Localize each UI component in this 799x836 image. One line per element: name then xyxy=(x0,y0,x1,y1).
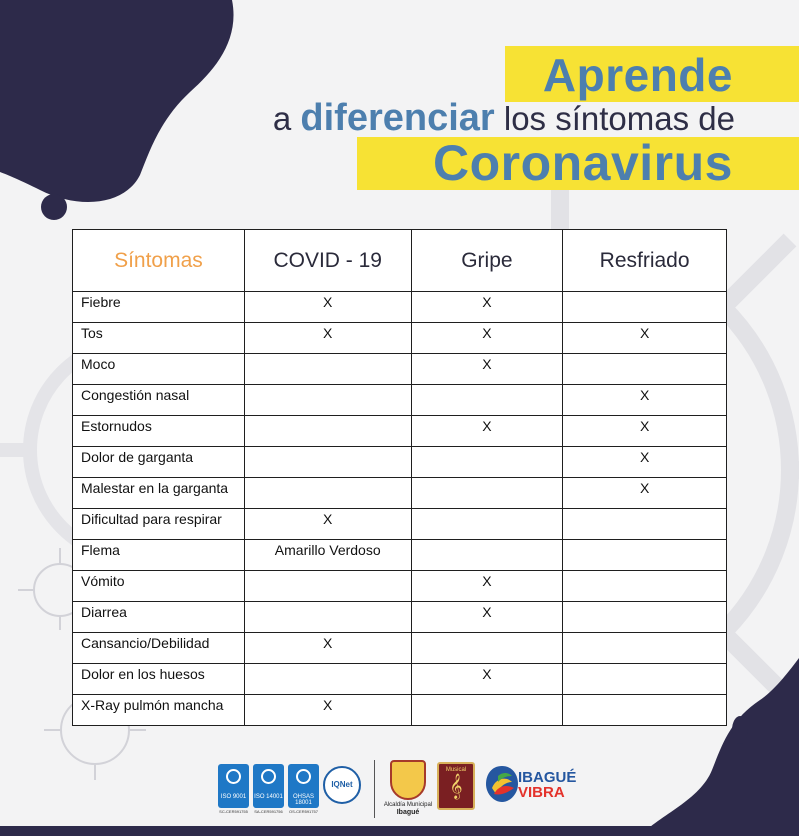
gripe-cell xyxy=(411,633,563,664)
icontec-ohsas-logo: OHSAS 18001 xyxy=(288,764,319,808)
symptoms-table xyxy=(72,229,727,726)
title-coronavirus: Coronavirus xyxy=(432,135,733,191)
table-row xyxy=(73,478,727,509)
badge-code: OS-CER591757 xyxy=(289,809,318,814)
title-aprende: Aprende xyxy=(542,49,733,101)
header-resfriado: Resfriado xyxy=(563,230,727,292)
covid-cell xyxy=(244,354,411,385)
covid-cell: X xyxy=(244,292,411,323)
table-row xyxy=(73,416,727,447)
symptom-name-cell: Tos xyxy=(73,323,245,354)
table-row xyxy=(73,602,727,633)
table-row xyxy=(73,292,727,323)
footer-divider xyxy=(374,760,375,818)
alcaldia-label: Alcaldía Municipal Ibagué xyxy=(383,802,433,816)
symptom-name-cell: Cansancio/Debilidad xyxy=(73,633,245,664)
title-line-2-pre: a xyxy=(272,100,292,137)
covid-cell: X xyxy=(244,323,411,354)
symptom-name-cell: Congestión nasal xyxy=(73,385,245,416)
title-diferenciar: diferenciar xyxy=(300,97,495,139)
resfriado-cell xyxy=(563,664,727,695)
covid-cell: X xyxy=(244,695,411,726)
musical-logo: Musical 𝄞 xyxy=(437,762,475,810)
covid-cell xyxy=(244,416,411,447)
footer-logos xyxy=(0,752,799,836)
resfriado-cell xyxy=(563,509,727,540)
resfriado-cell: X xyxy=(563,447,727,478)
resfriado-cell: X xyxy=(563,323,727,354)
title-line-2-post: los síntomas de xyxy=(503,100,735,137)
badge-code: SA-CER591756 xyxy=(254,809,283,814)
gripe-cell xyxy=(411,509,563,540)
table-row xyxy=(73,540,727,571)
symptom-name-cell: X-Ray pulmón mancha xyxy=(73,695,245,726)
gripe-cell xyxy=(411,385,563,416)
resfriado-cell: X xyxy=(563,478,727,509)
resfriado-cell xyxy=(563,602,727,633)
table-row xyxy=(73,571,727,602)
covid-cell xyxy=(244,602,411,633)
symptom-name-cell: Dificultad para respirar xyxy=(73,509,245,540)
symptom-name-cell: Estornudos xyxy=(73,416,245,447)
covid-cell xyxy=(244,478,411,509)
gripe-cell xyxy=(411,695,563,726)
table-header-row xyxy=(73,230,727,292)
ibague-vibra-mark-icon xyxy=(484,764,520,804)
resfriado-cell xyxy=(563,292,727,323)
gripe-cell: X xyxy=(411,416,563,447)
header-sintomas: Síntomas xyxy=(73,230,245,292)
badge-code: SC-CER591755 xyxy=(219,809,248,814)
symptom-name-cell: Diarrea xyxy=(73,602,245,633)
symptom-name-cell: Dolor de garganta xyxy=(73,447,245,478)
table-row xyxy=(73,447,727,478)
icontec-iso-9001-logo: ISO 9001 xyxy=(218,764,249,808)
iqnet-logo: IQNet xyxy=(323,766,361,804)
header-covid: COVID - 19 xyxy=(244,230,411,292)
table-row xyxy=(73,385,727,416)
gripe-cell: X xyxy=(411,664,563,695)
symptom-name-cell: Moco xyxy=(73,354,245,385)
symptom-name-cell: Dolor en los huesos xyxy=(73,664,245,695)
covid-cell: X xyxy=(244,633,411,664)
ibague-vibra-logo: IBAGUÉ VIBRA xyxy=(518,769,577,801)
gripe-cell: X xyxy=(411,354,563,385)
covid-cell xyxy=(244,571,411,602)
gripe-cell xyxy=(411,478,563,509)
symptom-name-cell: Vómito xyxy=(73,571,245,602)
table-row xyxy=(73,354,727,385)
covid-cell xyxy=(244,385,411,416)
table-row xyxy=(73,509,727,540)
gripe-cell xyxy=(411,540,563,571)
resfriado-cell xyxy=(563,354,727,385)
covid-cell: Amarillo Verdoso xyxy=(244,540,411,571)
gripe-cell xyxy=(411,447,563,478)
icontec-iso-14001-logo: ISO 14001 xyxy=(253,764,284,808)
symptom-name-cell: Fiebre xyxy=(73,292,245,323)
resfriado-cell xyxy=(563,695,727,726)
resfriado-cell: X xyxy=(563,385,727,416)
covid-cell: X xyxy=(244,509,411,540)
gripe-cell: X xyxy=(411,571,563,602)
resfriado-cell xyxy=(563,571,727,602)
table-row xyxy=(73,633,727,664)
resfriado-cell xyxy=(563,540,727,571)
symptom-name-cell: Malestar en la garganta xyxy=(73,478,245,509)
covid-cell xyxy=(244,664,411,695)
gripe-cell: X xyxy=(411,602,563,633)
header-gripe: Gripe xyxy=(411,230,563,292)
title-block xyxy=(0,0,799,200)
gripe-cell: X xyxy=(411,323,563,354)
resfriado-cell: X xyxy=(563,416,727,447)
resfriado-cell xyxy=(563,633,727,664)
alcaldia-shield-icon xyxy=(390,760,426,800)
symptom-name-cell: Flema xyxy=(73,540,245,571)
table-body xyxy=(73,292,727,726)
table-row xyxy=(73,664,727,695)
covid-cell xyxy=(244,447,411,478)
table-row xyxy=(73,695,727,726)
table-row xyxy=(73,323,727,354)
gripe-cell: X xyxy=(411,292,563,323)
